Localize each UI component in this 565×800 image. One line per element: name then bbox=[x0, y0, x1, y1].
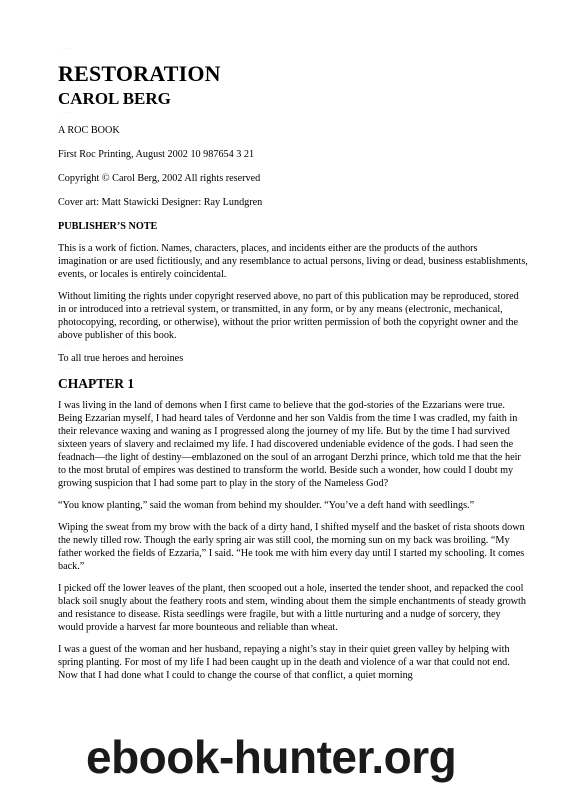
chapter-paragraph: I picked off the lower leaves of the plant, then scooped out a hole, inserted the tender shoot, and repacked the cool black soil snugly about the feathery roots and stem, winding about them the simple enchantments of steady growth and resistance to disease. Rista seedlings were fragile, but with a little nurturing and a nudge of sorcery, they would provide a harvest far more bounteous and reliable than wheat. bbox=[58, 583, 526, 633]
separator: · ····· bbox=[58, 367, 72, 371]
credits-line: Cover art: Matt Stawicki Designer: Ray Lundgren bbox=[58, 197, 263, 208]
printing-info: First Roc Printing, August 2002 10 987654 3 21 bbox=[58, 149, 255, 160]
separator: · ····· bbox=[58, 344, 72, 348]
chapter-paragraph: Wiping the sweat from my brow with the back of a dirty hand, I shifted myself and the basket of rista shoots down the newly tilled row. Though the early spring air was still cool, the morning sun on my back was broiling. “My father worked the fields of Ezzaria,” I said. “He took me with him every day until I started my schooling. It comes back.” bbox=[58, 522, 525, 572]
separator: · ····· bbox=[58, 111, 72, 115]
separator: · ····· bbox=[58, 47, 72, 51]
copyright-line: Copyright © Carol Berg, 2002 All rights reserved bbox=[58, 173, 261, 184]
watermark-logo: ebook-hunter.org bbox=[86, 731, 457, 783]
dedication: To all true heroes and heroines bbox=[58, 353, 184, 364]
imprint: A ROC BOOK bbox=[58, 125, 120, 136]
chapter-heading: CHAPTER 1 bbox=[58, 376, 135, 391]
publishers-note-paragraph: Without limiting the rights under copyright reserved above, no part of this publication may be reproduced, stored in or introduced into a retrieval system, or transmitted, in any form, or by any means (electronic, mechanical, photocopying, recording, or otherwise), without the prior written permission of both the copyright owner and the above publisher of this book. bbox=[58, 291, 519, 341]
publishers-note-heading: PUBLISHER’S NOTE bbox=[58, 221, 158, 232]
book-page bbox=[58, 47, 528, 691]
book-title: RESTORATION bbox=[58, 61, 221, 86]
chapter-paragraph: “You know planting,” said the woman from behind my shoulder. “You’ve a deft hand with seedlings.” bbox=[58, 500, 475, 511]
chapter-paragraph: I was living in the land of demons when I first came to believe that the god-stories of the Ezzarians were true. Being Ezzarian myself, I had heard tales of Verdonne and her son Valdis from the time I was cradled, my faith in their relevance waxing and waning as I progressed along the journey of my life. But by the time I had survived sixteen years of slavery and reclaimed my life. I had discovered undeniable evidence of the gods. I had seen the feadnach—the light of destiny—emblazoned on the soul of an arrogant Derzhi prince, which told me that the heir to the most brutal of empires was destined to transform the world. Beside such a wonder, how could I doubt my growing suspicion that I had some part to play in the story of the Nameless God? bbox=[58, 400, 521, 489]
publishers-note-paragraph: This is a work of fiction. Names, characters, places, and incidents either are the products of the authors imagination or are used fictitiously, and any resemblance to actual persons, living or dead, business establishments, events, or locales is entirely coincidental. bbox=[58, 243, 528, 280]
chapter-paragraph: I was a guest of the woman and her husband, repaying a night’s stay in their quiet green valley by helping with spring planting. For most of my life I had been caught up in the death and violence of a war that could not end. Now that I had done what I could to change the course of that conflict, a quiet morning bbox=[58, 644, 510, 681]
book-author: CAROL BERG bbox=[58, 89, 171, 108]
